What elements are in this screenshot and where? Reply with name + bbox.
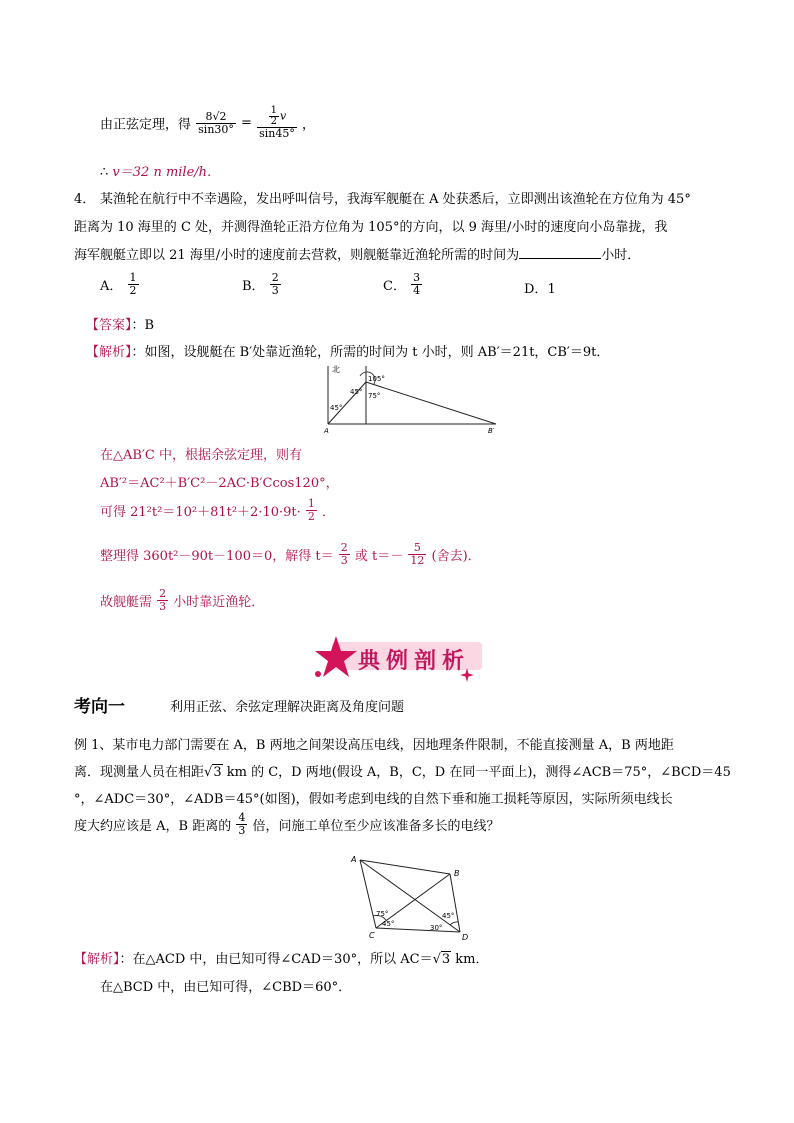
question-4-number: 4． [74, 192, 96, 207]
example-1-line-2-pre: 离．现测量人员在相距 [74, 765, 205, 780]
segment-ad-2 [360, 860, 460, 932]
sine-law-den-1: sin30° [198, 122, 234, 136]
example-1-line-4-post: 倍，问施工单位至少应该准备多长的电线？ [252, 819, 500, 834]
option-c-frac [411, 272, 422, 297]
sine-law-num-2 [257, 106, 297, 128]
example-1-sqrt-value: 3 [213, 765, 222, 780]
segment-cd-2 [376, 928, 460, 932]
derivation-line-5 [100, 588, 264, 613]
answer-value: B [144, 318, 155, 333]
point-c-label-2: C [369, 931, 375, 940]
e4-num: 4 [238, 811, 246, 824]
derivation-line-3-pre: 可得 21²t²＝10²＋81t²＋2·10·9t· [100, 505, 301, 520]
analysis-2-tag: 【解析】 [74, 952, 120, 967]
analysis-2-sqrt-value: 3 [441, 952, 451, 967]
analysis-2-line-1-post: km． [451, 952, 489, 967]
arc-d [450, 922, 458, 925]
sqrt-symbol: √ [204, 765, 213, 780]
therefore-symbol: ∴ [100, 165, 109, 180]
figure-2-diagram [346, 854, 476, 942]
option-c-label: C． [383, 279, 406, 294]
sine-law-eq: = [241, 115, 252, 131]
derivation-line-1: 在△AB′C 中，根据余弦定理，则有 [100, 448, 302, 463]
question-4-line-3-text: 海军舰艇立即以 21 海里/小时的速度前去营救，则舰艇靠近渔轮所需的时间为 [74, 248, 520, 263]
example-1-line-3: °，∠ADC＝30°，∠ADB＝45°(如图)，假如考虑到电线的自然下垂和施工损耗等原因，实际所须电线长 [74, 792, 673, 807]
analysis-2-line-1-pre: ：在△ACD 中，由已知可得∠CAD＝30°，所以 AC＝ [119, 952, 433, 967]
derivation-line-2: AB′²＝AC²＋B′C²－2AC·B′Ccos120°， [100, 476, 339, 491]
sine-law-frac-2 [257, 106, 297, 140]
option-a-num: 1 [129, 271, 137, 284]
sine-law-line [100, 106, 315, 150]
answer-line [86, 314, 154, 333]
sine-law-den-2: sin45° [259, 127, 295, 140]
option-d [524, 278, 556, 297]
analysis-line [86, 341, 609, 360]
answer-blank [519, 246, 601, 259]
segment-ab-2 [360, 860, 450, 874]
segment-cb [366, 382, 496, 424]
result-v-line [100, 161, 220, 180]
figure-1-diagram [320, 362, 510, 434]
sine-law-comma: ， [301, 117, 315, 133]
banner-title: 典例剖析 [358, 649, 471, 674]
result-v-text: v＝32 n mile/h． [112, 165, 221, 180]
example-1-line-2-post: km 的 C，D 两地(假设 A，B，C，D 在同一平面上)，测得∠ACB＝75°，∠BCD＝45 [222, 765, 731, 780]
example-1-line-2 [74, 761, 731, 780]
section-title: 考向一 [74, 697, 125, 717]
star-icon [312, 634, 358, 680]
sine-law-frac-1 [196, 111, 236, 136]
example-1-line-4-frac [236, 812, 247, 837]
answer-tag: 【答案】 [86, 318, 132, 333]
derivation-line-4-frac-1 [339, 542, 350, 567]
d4-n2: 5 [408, 542, 426, 555]
d3-den: 2 [307, 510, 315, 523]
derivation-line-4-frac-2 [408, 542, 426, 567]
e4-den: 3 [238, 824, 246, 837]
question-4-line-1: 某渔轮在航行中不幸遇险，发出呼叫信号，我海军舰艇在 A 处获悉后，立即测出该渔轮在方位角为 45° [100, 192, 691, 207]
option-c [383, 272, 423, 297]
section-banner [312, 638, 488, 676]
option-a-den: 2 [129, 284, 137, 297]
angle-105-label: 105° [368, 375, 385, 383]
sine-law-v: v [280, 109, 287, 123]
derivation-line-4 [100, 542, 481, 567]
d3-num: 1 [307, 497, 315, 510]
example-1-line-4 [74, 812, 500, 837]
option-c-num: 3 [413, 271, 421, 284]
option-b-den: 3 [271, 284, 279, 297]
half-num: 1 [270, 105, 278, 116]
point-b-label-2: B [454, 869, 460, 878]
derivation-line-3-frac [306, 498, 317, 523]
analysis-2-line-2: 在△BCD 中，由已知可得，∠CBD＝60°． [100, 980, 352, 995]
half-den: 2 [270, 116, 278, 127]
answer-sep: ： [131, 318, 145, 333]
analysis-tag: 【解析】 [86, 345, 132, 360]
angle-75-label: 75° [368, 392, 381, 400]
derivation-line-4-mid: 或 t＝－ [354, 549, 404, 564]
angle-45-c-label-2: 45° [382, 920, 395, 928]
sine-law-num-1: 8√2 [196, 111, 236, 124]
sine-law-half [269, 106, 279, 127]
option-d-label: D． [524, 282, 548, 297]
derivation-line-4-pre: 整理得 360t²－90t－100＝0，解得 t＝ [100, 549, 334, 564]
option-b-frac [270, 272, 281, 297]
d4-d2: 12 [410, 554, 425, 567]
d4-d1: 3 [340, 554, 348, 567]
derivation-line-3-post: ． [322, 505, 336, 520]
derivation-line-5-frac [157, 588, 168, 613]
option-a [100, 272, 140, 297]
derivation-line-3 [100, 498, 335, 523]
option-a-label: A． [100, 279, 123, 294]
sqrt-symbol-2: √ [432, 952, 441, 967]
derivation-line-5-pre: 故舰艇需 [100, 595, 153, 610]
analysis-text: ：如图，设舰艇在 B′处靠近渔轮，所需的时间为 t 小时，则 AB′＝21t，CB′＝9t． [131, 345, 610, 360]
analysis-2-line-1 [74, 948, 489, 967]
d5-num: 2 [159, 587, 167, 600]
point-a-label: A [324, 427, 329, 434]
example-1-line-1: 例 1、某市电力部门需要在 A，B 两地之间架设高压电线，因地理条件限制，不能直接测量 A，B 两地距 [74, 738, 674, 753]
point-b-label: B′ [488, 427, 495, 434]
derivation-line-4-post: (舍去)． [431, 549, 481, 564]
angle-45-c-label: 45° [350, 388, 363, 396]
angle-45-a-label: 45° [330, 404, 343, 412]
sine-law-lead: 由正弦定理，得 [100, 117, 192, 133]
d4-n1: 2 [340, 541, 348, 554]
question-4-line-2: 距离为 10 海里的 C 处，并测得渔轮正沿方位角为 105°的方向，以 9 海里/小时的速度向小岛靠拢，我 [74, 220, 668, 235]
option-d-value: 1 [547, 282, 556, 297]
north-label: 北 [332, 365, 340, 374]
example-1-line-4-pre: 度大约应该是 A，B 距离的 [74, 819, 232, 834]
option-c-den: 4 [413, 284, 421, 297]
option-b-num: 2 [271, 271, 279, 284]
derivation-line-5-post: 小时靠近渔轮． [173, 595, 265, 610]
option-b-label: B． [242, 279, 265, 294]
angle-45-d-label-2: 45° [442, 912, 455, 920]
angle-75-label-2: 75° [376, 910, 389, 918]
option-b [242, 272, 282, 297]
question-4-line-3 [74, 244, 640, 263]
angle-30-label-2: 30° [430, 924, 443, 932]
point-a-label-2: A [351, 855, 357, 864]
option-a-frac [128, 272, 139, 297]
d5-den: 3 [159, 600, 167, 613]
point-d-label-2: D [462, 933, 469, 942]
question-4-line-3-end: 小时． [601, 248, 641, 263]
section-subtitle: 利用正弦、余弦定理解决距离及角度问题 [170, 700, 405, 715]
